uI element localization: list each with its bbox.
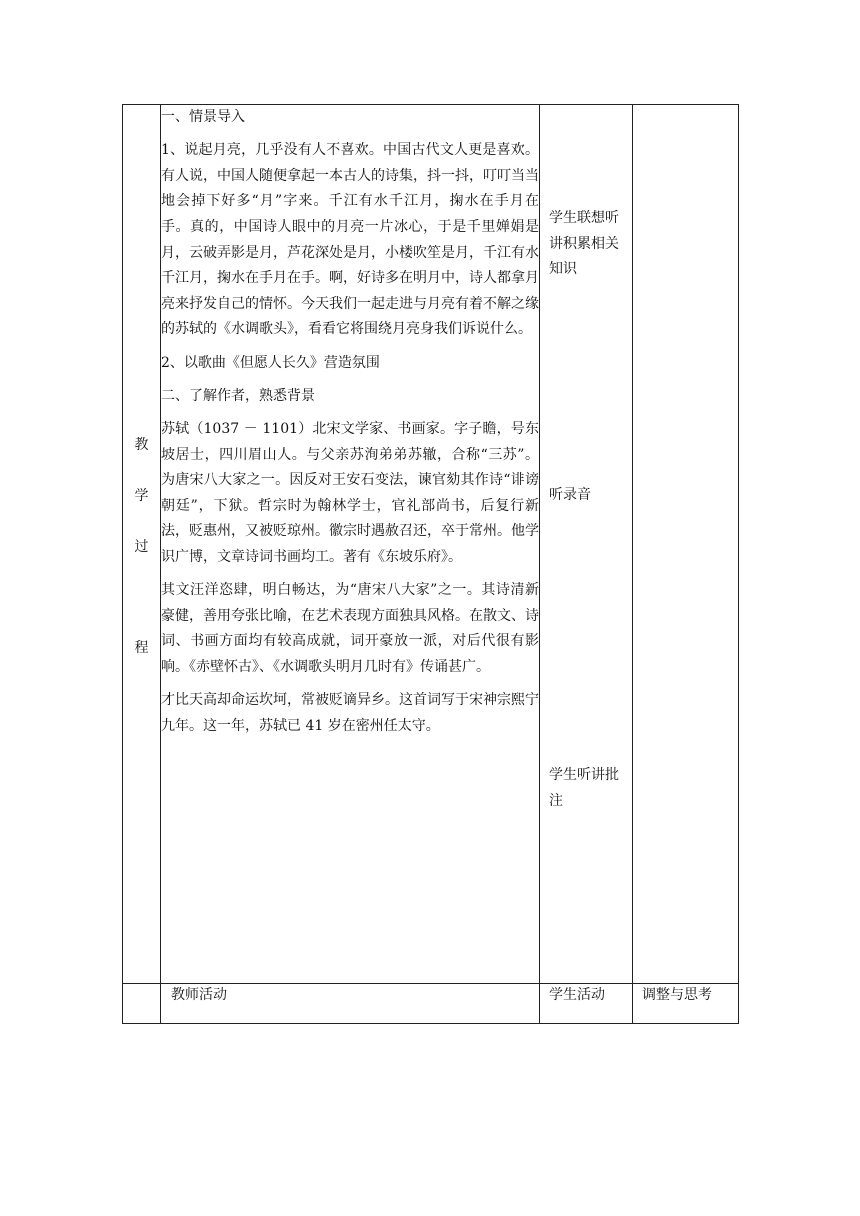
author-bio-paragraph: 苏轼（1037 － 1101）北宋文学家、书画家。字子瞻，号东坡居士，四川眉山人。与父亲苏洵弟弟苏辙，合称“三苏”。为唐宋八大家之一。因反对王安石变法，谏官劾其作诗“诽谤朝廷”，下狱。哲宗时为翰林学士，官礼部尚书，后复行新法，贬惠州，又被贬琼州。徽宗时遇赦召还，卒于常州。他学识广博，文章诗词书画均工。著有《东坡乐府》。 [161,420,539,565]
section-label-char: 程 [134,640,149,656]
header-cell-empty [123,984,161,1024]
section-label-cell [123,105,161,984]
song-paragraph: 2、以歌曲《但愿人长久》营造氛围 [161,354,380,371]
header-adjust-reflect: 调整与思考 [633,984,739,1024]
teacher-content-cell [161,105,540,984]
student-note: 学生联想听讲积累相关知识 [549,210,619,278]
reflection-cell [633,105,739,984]
header-student-activity: 学生活动 [540,984,633,1024]
student-note: 听录音 [549,487,591,503]
header-row [123,984,739,1024]
section-label-char: 过 [134,539,149,555]
header-teacher-activity: 教师活动 [161,984,540,1024]
intro-paragraph: 1、说起月亮，几乎没有人不喜欢。中国古代文人更是喜欢。有人说，中国人随便拿起一本古人的诗集，抖一抖，叮叮当当地会掉下好多“月”字来。千江有水千江月，掬水在手月在手。真的，中国诗人眼中的月亮一片冰心，于是千里婵娟是月，云破弄影是月，芦花深处是月，小楼吹笙是月，千江有水千江月，掬水在手月在手。啊，好诗多在明月中，诗人都拿月亮来抒发自己的情怀。今天我们一起走进与月亮有着不解之缘的苏轼的《水调歌头》，看看它将围绕月亮身我们诉说什么。 [161,142,539,338]
student-note: 学生听讲批注 [549,767,619,809]
lesson-plan-table [122,104,739,1024]
section-heading-intro: 一、情景导入 [161,109,245,125]
background-paragraph: 才比天高却命运坎坷，常被贬谪异乡。这首词写于宋神宗熙宁九年。这一年，苏轼已 41 岁在密州任太守。 [161,692,539,734]
section-label-char: 学 [134,488,149,504]
section-label-char: 教 [134,437,149,453]
teaching-process-row [123,105,739,984]
section-heading-author: 二、了解作者，熟悉背景 [161,387,315,404]
author-style-paragraph: 其文汪洋恣肆，明白畅达，为“唐宋八大家”之一。其诗清新豪健，善用夸张比喻，在艺术表现方面独具风格。在散文、诗词、书画方面均有较高成就，词开豪放一派，对后代很有影响。《赤壁怀古》、《水调歌头明月几时有》传诵甚广。 [161,582,539,675]
student-activity-cell [540,105,633,984]
